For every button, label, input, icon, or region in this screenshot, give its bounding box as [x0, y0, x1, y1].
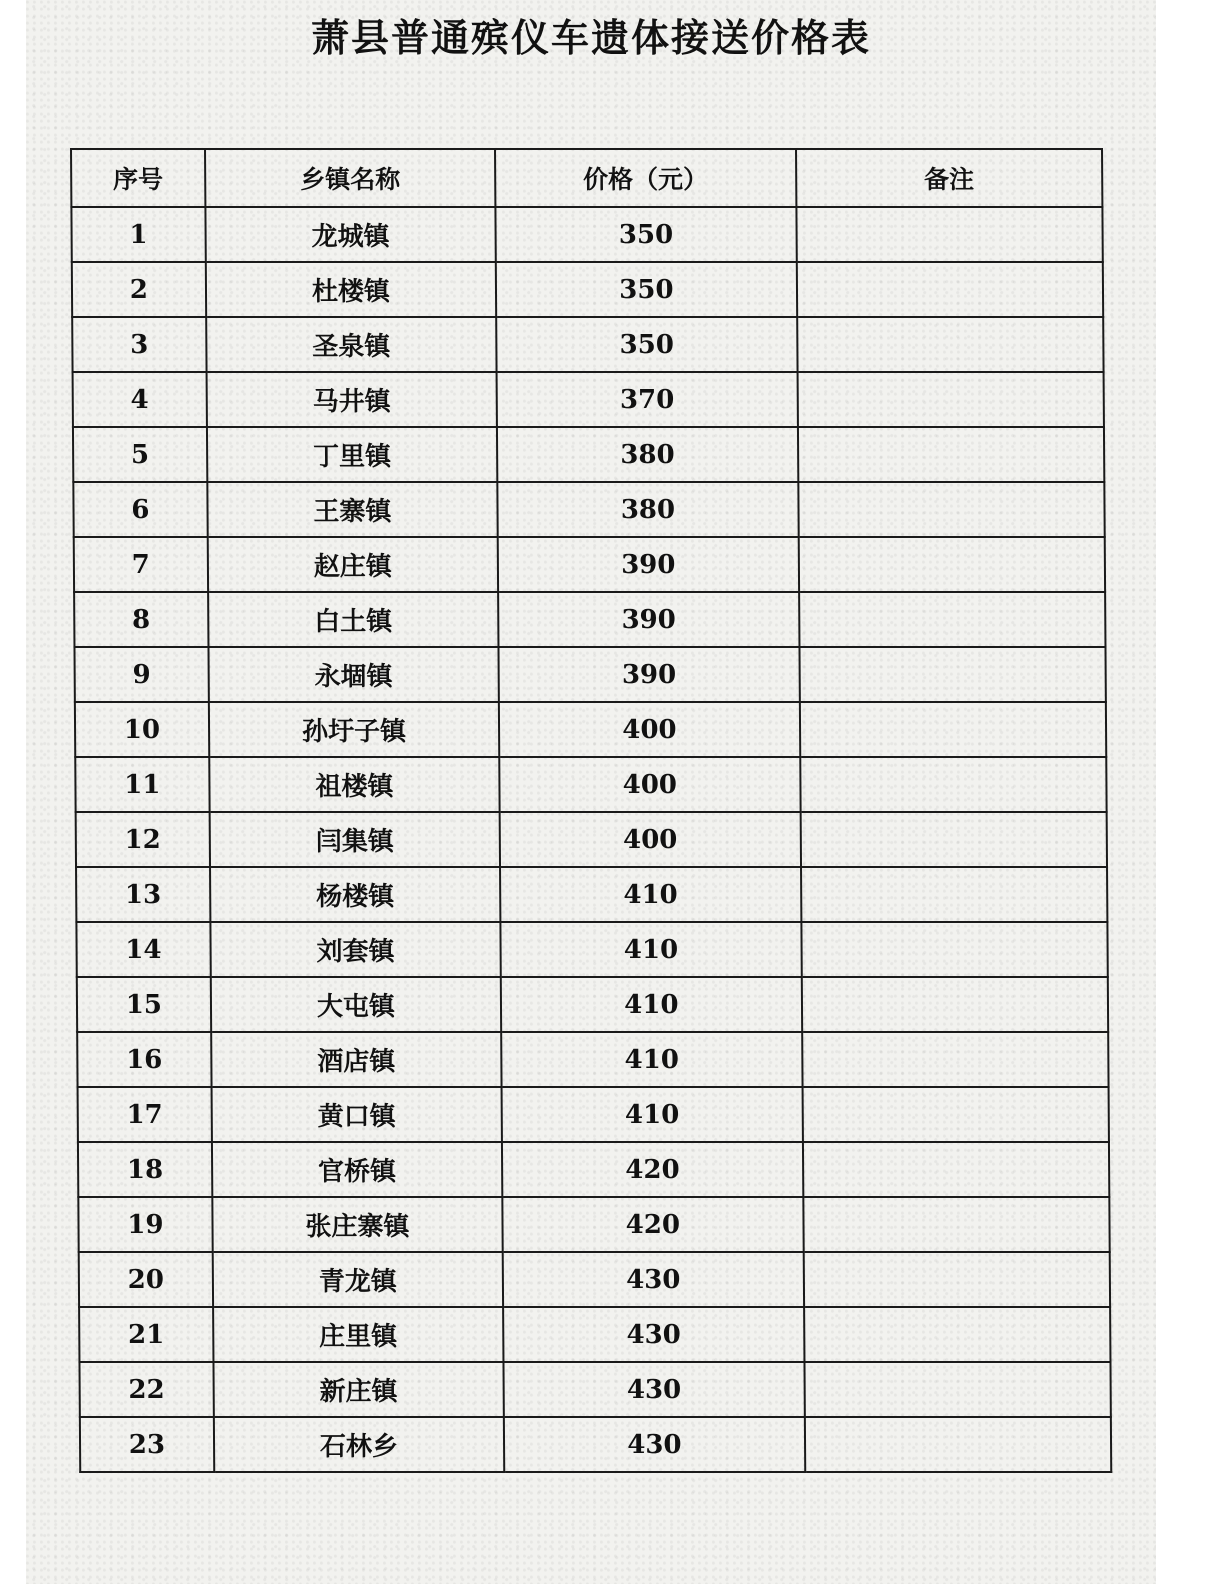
row-price: 430 [503, 1307, 804, 1362]
row-price: 400 [499, 757, 800, 812]
row-serial-number: 12 [76, 812, 210, 867]
row-price: 420 [502, 1142, 803, 1197]
row-serial-number: 14 [76, 922, 210, 977]
row-serial-number: 9 [74, 647, 208, 702]
table-row [76, 922, 1107, 977]
row-price: 390 [498, 592, 799, 647]
row-serial-number: 5 [73, 427, 207, 482]
table-row [77, 977, 1108, 1032]
row-remarks [797, 372, 1104, 427]
row-remarks [804, 1362, 1111, 1417]
row-price: 380 [497, 427, 798, 482]
row-town-name: 刘套镇 [210, 922, 501, 977]
table-row [78, 1142, 1109, 1197]
table-row [74, 592, 1105, 647]
row-remarks [803, 1252, 1110, 1307]
row-remarks [802, 1032, 1109, 1087]
row-price: 350 [496, 317, 797, 372]
row-price: 410 [501, 1032, 802, 1087]
row-price: 430 [503, 1252, 804, 1307]
row-town-name: 马井镇 [206, 372, 497, 427]
row-town-name: 闫集镇 [209, 812, 500, 867]
row-remarks [798, 482, 1105, 537]
table-row [79, 1307, 1110, 1362]
row-town-name: 官桥镇 [212, 1142, 503, 1197]
row-price: 350 [496, 262, 797, 317]
row-serial-number: 6 [73, 482, 207, 537]
row-serial-number: 22 [79, 1362, 213, 1417]
row-price: 410 [500, 867, 801, 922]
row-serial-number: 17 [78, 1087, 212, 1142]
table-row [72, 317, 1103, 372]
table-header-row [71, 149, 1102, 207]
table-row [72, 262, 1103, 317]
row-remarks [796, 207, 1103, 262]
row-remarks [804, 1307, 1111, 1362]
row-town-name: 王寨镇 [207, 482, 498, 537]
table-row [78, 1197, 1109, 1252]
price-table [70, 148, 1112, 1473]
row-remarks [801, 922, 1108, 977]
row-serial-number: 18 [78, 1142, 212, 1197]
table-row [75, 757, 1106, 812]
row-town-name: 孙圩子镇 [209, 702, 500, 757]
row-town-name: 杜楼镇 [206, 262, 497, 317]
table-row [77, 1032, 1108, 1087]
table-row [73, 372, 1104, 427]
row-town-name: 永堌镇 [208, 647, 499, 702]
table-row [76, 867, 1107, 922]
row-town-name: 白土镇 [208, 592, 499, 647]
row-serial-number: 15 [77, 977, 211, 1032]
row-remarks [797, 317, 1104, 372]
row-remarks [804, 1417, 1111, 1472]
row-price: 420 [502, 1197, 803, 1252]
table-row [75, 702, 1106, 757]
header-serial-number: 序号 [71, 149, 205, 207]
row-remarks [801, 977, 1108, 1032]
row-serial-number: 7 [74, 537, 208, 592]
document-title: 萧县普通殡仪车遗体接送价格表 [310, 15, 871, 60]
header-town-name: 乡镇名称 [205, 149, 496, 207]
row-remarks [802, 1087, 1109, 1142]
row-town-name: 庄里镇 [213, 1307, 504, 1362]
row-town-name: 张庄寨镇 [212, 1197, 503, 1252]
row-town-name: 圣泉镇 [206, 317, 497, 372]
row-price: 410 [501, 977, 802, 1032]
row-serial-number: 2 [72, 262, 206, 317]
table-row [78, 1087, 1109, 1142]
row-serial-number: 4 [73, 372, 207, 427]
table-row [73, 427, 1104, 482]
row-remarks [803, 1142, 1110, 1197]
row-price: 370 [497, 372, 798, 427]
row-remarks [799, 702, 1106, 757]
row-serial-number: 16 [77, 1032, 211, 1087]
row-price: 410 [501, 922, 802, 977]
table-row [73, 482, 1104, 537]
row-serial-number: 8 [74, 592, 208, 647]
table-row [79, 1252, 1110, 1307]
row-remarks [800, 757, 1107, 812]
table-row [79, 1362, 1110, 1417]
row-serial-number: 3 [72, 317, 206, 372]
row-price: 430 [504, 1362, 805, 1417]
row-town-name: 祖楼镇 [209, 757, 500, 812]
row-town-name: 石林乡 [214, 1417, 505, 1472]
row-remarks [801, 867, 1108, 922]
row-town-name: 新庄镇 [213, 1362, 504, 1417]
row-town-name: 大屯镇 [211, 977, 502, 1032]
row-price: 430 [504, 1417, 805, 1472]
table-row [76, 812, 1107, 867]
table-row [74, 537, 1105, 592]
row-serial-number: 1 [71, 207, 205, 262]
row-price: 390 [499, 647, 800, 702]
row-serial-number: 19 [78, 1197, 212, 1252]
row-price: 390 [498, 537, 799, 592]
header-remarks: 备注 [796, 149, 1103, 207]
row-remarks [799, 647, 1106, 702]
row-remarks [798, 427, 1105, 482]
row-remarks [803, 1197, 1110, 1252]
row-serial-number: 21 [79, 1307, 213, 1362]
row-price: 400 [500, 812, 801, 867]
table-body [71, 207, 1111, 1472]
row-serial-number: 11 [75, 757, 209, 812]
row-remarks [800, 812, 1107, 867]
row-town-name: 丁里镇 [207, 427, 498, 482]
row-price: 400 [499, 702, 800, 757]
row-town-name: 龙城镇 [205, 207, 496, 262]
table-row [80, 1417, 1111, 1472]
row-town-name: 杨楼镇 [210, 867, 501, 922]
row-town-name: 赵庄镇 [207, 537, 498, 592]
row-town-name: 青龙镇 [212, 1252, 503, 1307]
row-town-name: 黄口镇 [211, 1087, 502, 1142]
row-price: 410 [502, 1087, 803, 1142]
row-serial-number: 13 [76, 867, 210, 922]
table-row [74, 647, 1105, 702]
row-remarks [799, 592, 1106, 647]
row-price: 380 [497, 482, 798, 537]
table-row [71, 207, 1102, 262]
row-town-name: 酒店镇 [211, 1032, 502, 1087]
row-remarks [798, 537, 1105, 592]
row-serial-number: 10 [75, 702, 209, 757]
row-remarks [796, 262, 1103, 317]
row-serial-number: 23 [80, 1417, 214, 1472]
row-serial-number: 20 [79, 1252, 213, 1307]
header-price: 价格（元） [495, 149, 796, 207]
row-price: 350 [496, 207, 797, 262]
